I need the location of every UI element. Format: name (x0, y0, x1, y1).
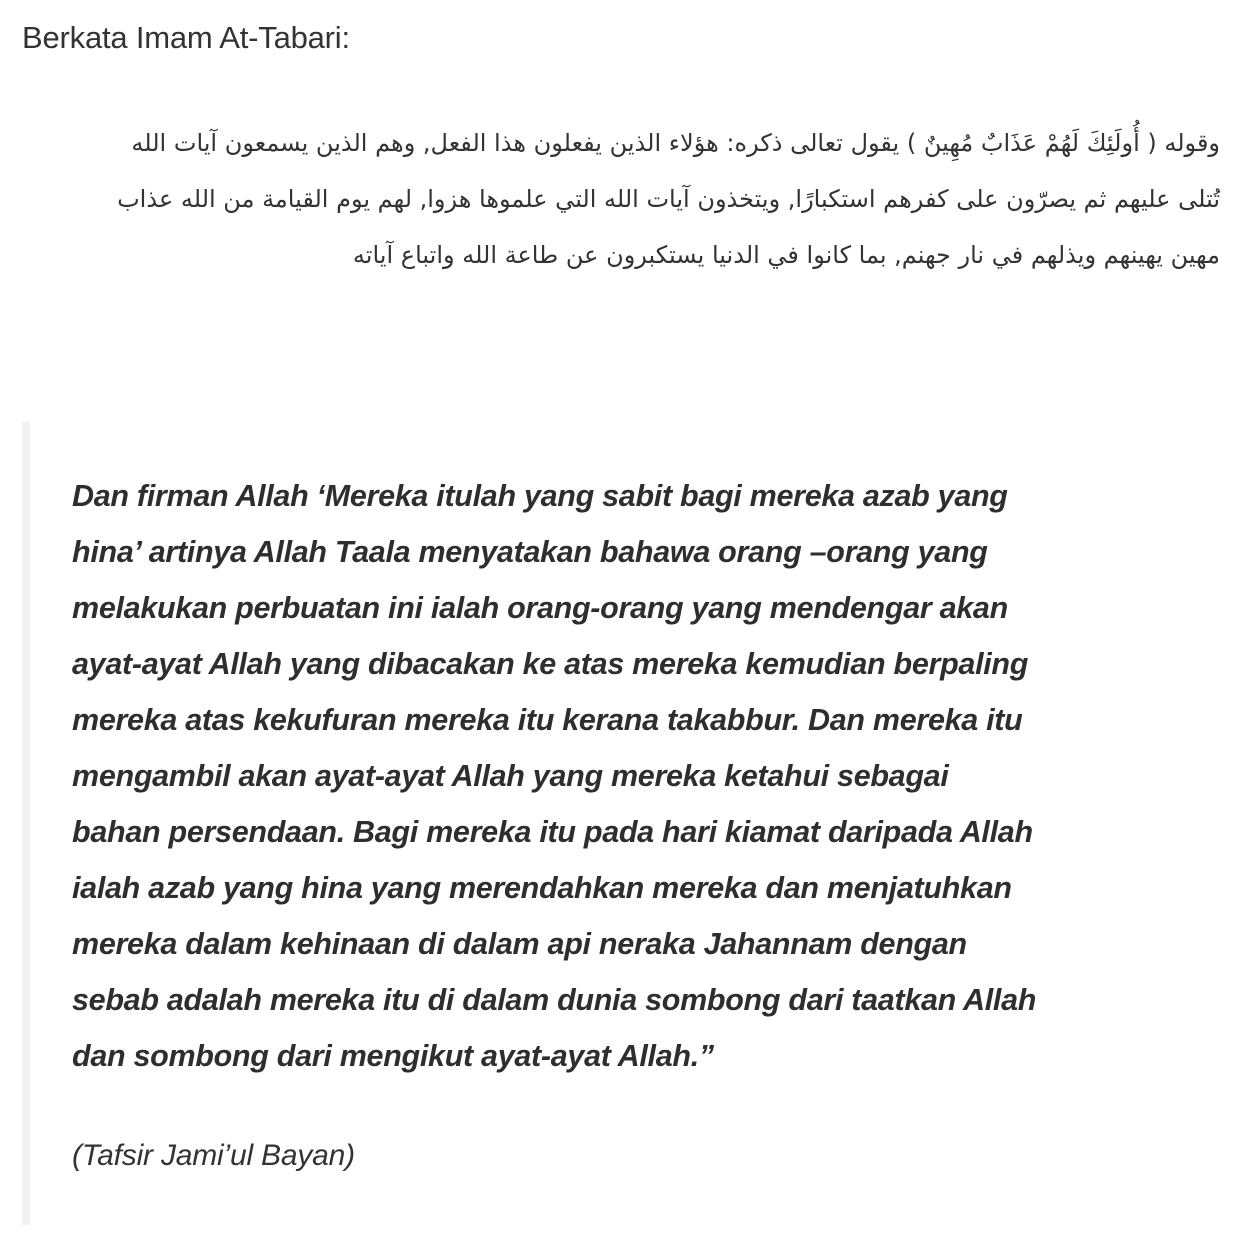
quote-line: mereka dalam kehinaan di dalam api neraka Jahannam dengan (72, 927, 967, 961)
arabic-line: مهين يهينهم ويذلهم في نار جهنم, بما كانوا في الدنيا يستكبرون عن طاعة الله واتباع آياته (352, 241, 1220, 269)
arabic-paragraph (30, 115, 1220, 283)
arabic-line: وقوله ( أُولَئِكَ لَهُمْ عَذَابٌ مُهِينٌ ) يقول تعالى ذكره: هؤلاء الذين يفعلون هذا الفعل, وهم الذين يسمعون آيات الله (131, 129, 1220, 157)
section-heading: Berkata Imam At-Tabari: (22, 20, 350, 55)
quote-line: bahan persendaan. Bagi mereka itu pada hari kiamat daripada Allah (72, 815, 1033, 849)
quote-line: ialah azab yang hina yang merendahkan mereka dan menjatuhkan (72, 871, 1012, 905)
quote-line: Dan firman Allah ‘Mereka itulah yang sabit bagi mereka azab yang (72, 479, 1008, 513)
quote-line: melakukan perbuatan ini ialah orang-orang yang mendengar akan (72, 591, 1008, 625)
arabic-line: تُتلى عليهم ثم يصرّون على كفرهم استكبارًا, ويتخذون آيات الله التي علموها هزوا, لهم يوم القيامة من الله عذاب (117, 185, 1220, 213)
quote-line: mengambil akan ayat-ayat Allah yang mereka ketahui sebagai (72, 759, 949, 793)
quote-line: hina’ artinya Allah Taala menyatakan bahawa orang –orang yang (72, 535, 988, 569)
translation-blockquote (22, 422, 1222, 1225)
quote-line: dan sombong dari mengikut ayat-ayat Allah.” (72, 1039, 714, 1073)
quote-body (72, 468, 1212, 1084)
quote-line: sebab adalah mereka itu di dalam dunia sombong dari taatkan Allah (72, 983, 1037, 1017)
quote-line: ayat-ayat Allah yang dibacakan ke atas mereka kemudian berpaling (72, 647, 1029, 681)
quote-citation: (Tafsir Jami’ul Bayan) (72, 1139, 355, 1172)
quote-line: mereka atas kekufuran mereka itu kerana takabbur. Dan mereka itu (72, 703, 1023, 737)
